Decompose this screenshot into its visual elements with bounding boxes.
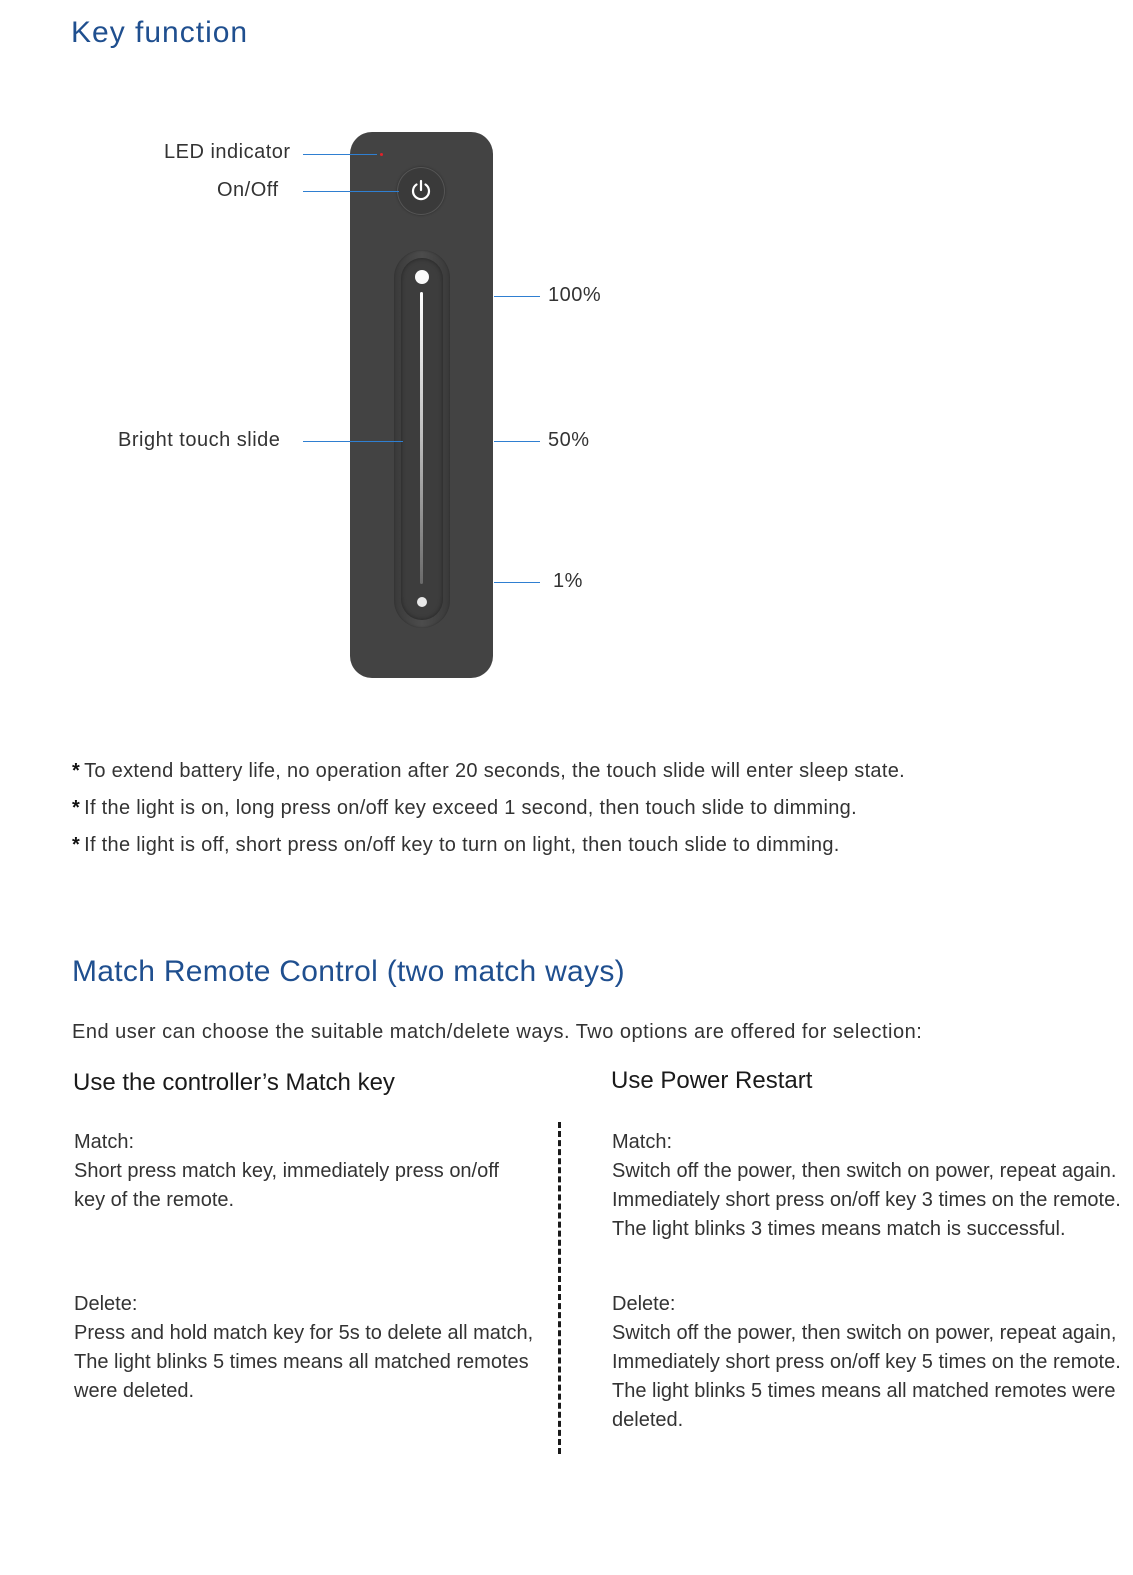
- note-bullet: *: [72, 797, 81, 819]
- text-line: were deleted.: [74, 1380, 195, 1402]
- text-line: Immediately short press on/off key 5 times on the remote.: [612, 1351, 1121, 1373]
- leader-line-50: [494, 441, 540, 442]
- slide-min-dot: [417, 597, 427, 607]
- note-bullet: *: [72, 760, 81, 782]
- match-intro-text: End user can choose the suitable match/delete ways. Two options are offered for selection:: [72, 1021, 923, 1043]
- left-column-title: Use the controller’s Match key: [73, 1069, 395, 1096]
- note-item: [72, 797, 857, 820]
- right-column-title: Use Power Restart: [611, 1067, 813, 1094]
- note-item: [72, 834, 840, 857]
- delete-label: Delete:: [74, 1293, 138, 1315]
- text-line: Switch off the power, then switch on power, repeat again,: [612, 1322, 1117, 1344]
- leader-line-led: [303, 154, 377, 155]
- left-delete-block: [74, 1290, 544, 1406]
- section-title-match-remote: Match Remote Control (two match ways): [72, 955, 625, 988]
- note-text: If the light is on, long press on/off key exceed 1 second, then touch slide to dimming.: [84, 797, 857, 819]
- note-bullet: *: [72, 834, 81, 856]
- leader-line-onoff: [303, 191, 399, 192]
- text-line: key of the remote.: [74, 1189, 235, 1211]
- match-label: Match:: [612, 1131, 673, 1153]
- column-divider: [558, 1122, 561, 1454]
- touch-slide-track: [420, 292, 423, 584]
- right-match-block: [612, 1128, 1122, 1244]
- power-button: [397, 167, 445, 215]
- text-line: The light blinks 3 times means match is successful.: [612, 1218, 1066, 1240]
- text-line: The light blinks 5 times means all matched remotes were: [612, 1380, 1116, 1402]
- note-text: If the light is off, short press on/off key to turn on light, then touch slide to dimming.: [84, 834, 840, 856]
- note-item: [72, 760, 905, 783]
- right-delete-block: [612, 1290, 1122, 1435]
- slide-max-dot: [415, 270, 429, 284]
- label-1-percent: 1%: [553, 570, 583, 592]
- section-title-key-function: Key function: [71, 16, 249, 49]
- power-icon: [409, 179, 433, 203]
- led-indicator-light: [380, 153, 383, 156]
- text-line: Short press match key, immediately press on/off: [74, 1160, 499, 1182]
- leader-line-slide: [303, 441, 403, 442]
- label-led-indicator: LED indicator: [164, 141, 291, 163]
- text-line: Switch off the power, then switch on power, repeat again.: [612, 1160, 1117, 1182]
- label-100-percent: 100%: [548, 284, 602, 306]
- match-label: Match:: [74, 1131, 135, 1153]
- text-line: deleted.: [612, 1409, 684, 1431]
- label-50-percent: 50%: [548, 429, 590, 451]
- delete-label: Delete:: [612, 1293, 676, 1315]
- text-line: The light blinks 5 times means all matched remotes: [74, 1351, 529, 1373]
- leader-line-1: [494, 582, 540, 583]
- text-line: Immediately short press on/off key 3 times on the remote.: [612, 1189, 1121, 1211]
- label-on-off: On/Off: [217, 179, 279, 201]
- note-text: To extend battery life, no operation after 20 seconds, the touch slide will enter sleep state.: [84, 760, 905, 782]
- left-match-block: [74, 1128, 544, 1215]
- text-line: Press and hold match key for 5s to delete all match,: [74, 1322, 534, 1344]
- leader-line-100: [494, 296, 540, 297]
- label-bright-touch-slide: Bright touch slide: [118, 429, 281, 451]
